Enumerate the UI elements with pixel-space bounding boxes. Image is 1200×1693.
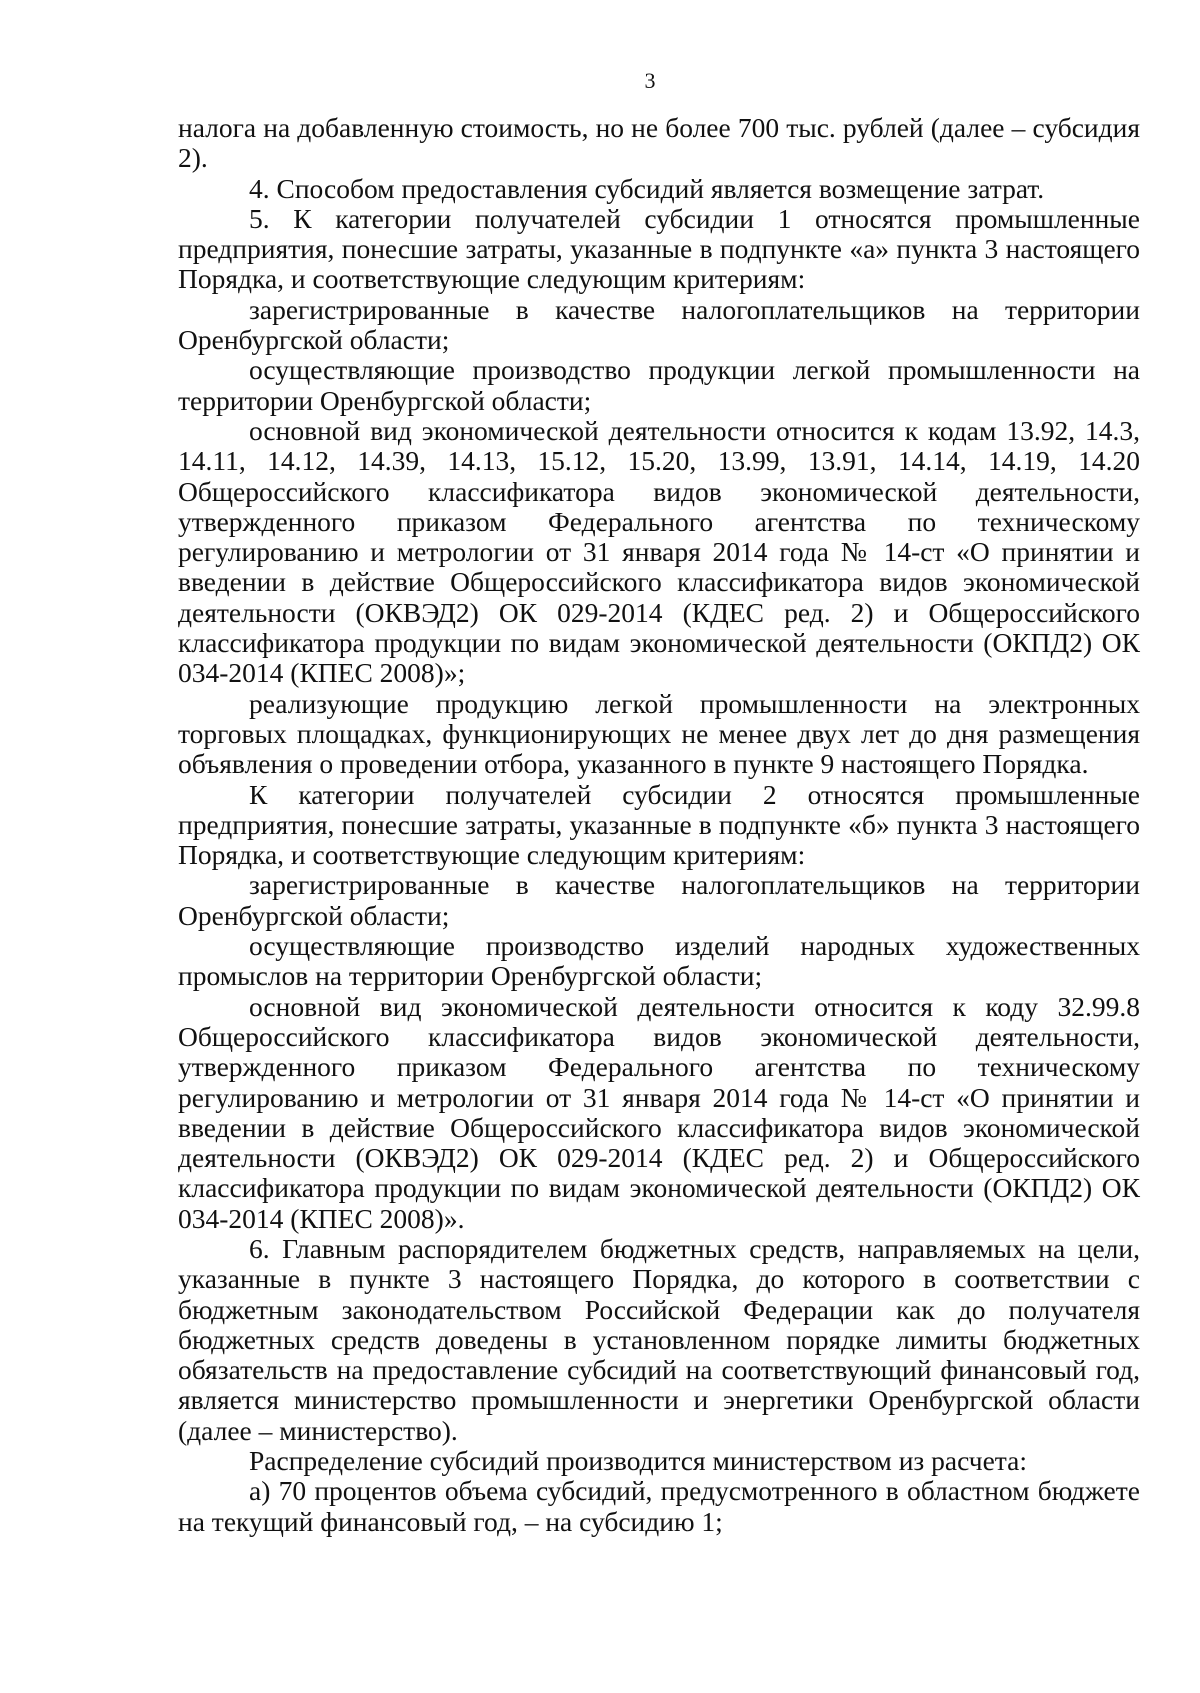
paragraph: налога на добавленную стоимость, но не более 700 тыс. рублей (далее – субсидия 2). xyxy=(178,112,1140,174)
paragraph: основной вид экономической деятельности относится к кодам 13.92, 14.3, 14.11, 14.12, 14.39, 14.13, 15.12, 15.20, 13.99, 13.91, 14.14, 14.19, 14.20 Общероссийского классификатора видов экономической деятельности, утвержденного приказом Федерального агентства по техническому регулированию и метрологии от 31 января 2014 года № 14-ст «О принятии и введении в действие Общероссийского классификатора видов экономической деятельности (ОКВЭД2) ОК 029-2014 (КДЕС ред. 2) и Общероссийского классификатора продукции по видам экономической деятельности (ОКПД2) ОК 034-2014 (КПЕС 2008)»; xyxy=(178,414,1140,689)
page-number: 3 xyxy=(644,68,656,93)
paragraph: зарегистрированные в качестве налогоплательщиков на территории Оренбургской области; xyxy=(178,869,1140,931)
paragraph: 4. Способом предоставления субсидий является возмещение затрат. xyxy=(249,172,1045,204)
document-body xyxy=(178,113,1140,1537)
paragraph: Распределение субсидий производится министерством из расчета: xyxy=(249,1445,1028,1477)
paragraph: а) 70 процентов объема субсидий, предусмотренного в областном бюджете на текущий финансовый год, – на субсидию 1; xyxy=(178,1475,1140,1537)
paragraph: осуществляющие производство продукции легкой промышленности на территории Оренбургской области; xyxy=(178,354,1140,416)
paragraph: основной вид экономической деятельности относится к коду 32.99.8 Общероссийского классификатора видов экономической деятельности, утвержденного приказом Федерального агентства по техническому регулированию и метрологии от 31 января 2014 года № 14-ст «О принятии и введении в действие Общероссийского классификатора видов экономической деятельности (ОКВЭД2) ОК 029-2014 (КДЕС ред. 2) и Общероссийского классификатора продукции по видам экономической деятельности (ОКПД2) ОК 034-2014 (КПЕС 2008)». xyxy=(178,990,1140,1234)
paragraph: осуществляющие производство изделий народных художественных промыслов на территории Оренбургской области; xyxy=(178,930,1140,992)
paragraph: 5. К категории получателей субсидии 1 относятся промышленные предприятия, понесшие затраты, указанные в подпункте «а» пункта 3 настоящего Порядка, и соответствующие следующим критериям: xyxy=(178,202,1140,295)
paragraph: К категории получателей субсидии 2 относятся промышленные предприятия, понесшие затраты, указанные в подпункте «б» пункта 3 настоящего Порядка, и соответствующие следующим критериям: xyxy=(178,778,1140,871)
paragraph: 6. Главным распорядителем бюджетных средств, направляемых на цели, указанные в пункте 3 настоящего Порядка, до которого в соответствии с бюджетным законодательством Российской Федерации как до получателя бюджетных средств доведены в установленном порядке лимиты бюджетных обязательств на предоставление субсидий на соответствующий финансовый год, является министерство промышленности и энергетики Оренбургской области (далее – министерство). xyxy=(178,1232,1140,1446)
paragraph: реализующие продукцию легкой промышленности на электронных торговых площадках, функционирующих не менее двух лет до дня размещения объявления о проведении отбора, указанного в пункте 9 настоящего Порядка. xyxy=(178,687,1140,780)
paragraph: зарегистрированные в качестве налогоплательщиков на территории Оренбургской области; xyxy=(178,293,1140,356)
